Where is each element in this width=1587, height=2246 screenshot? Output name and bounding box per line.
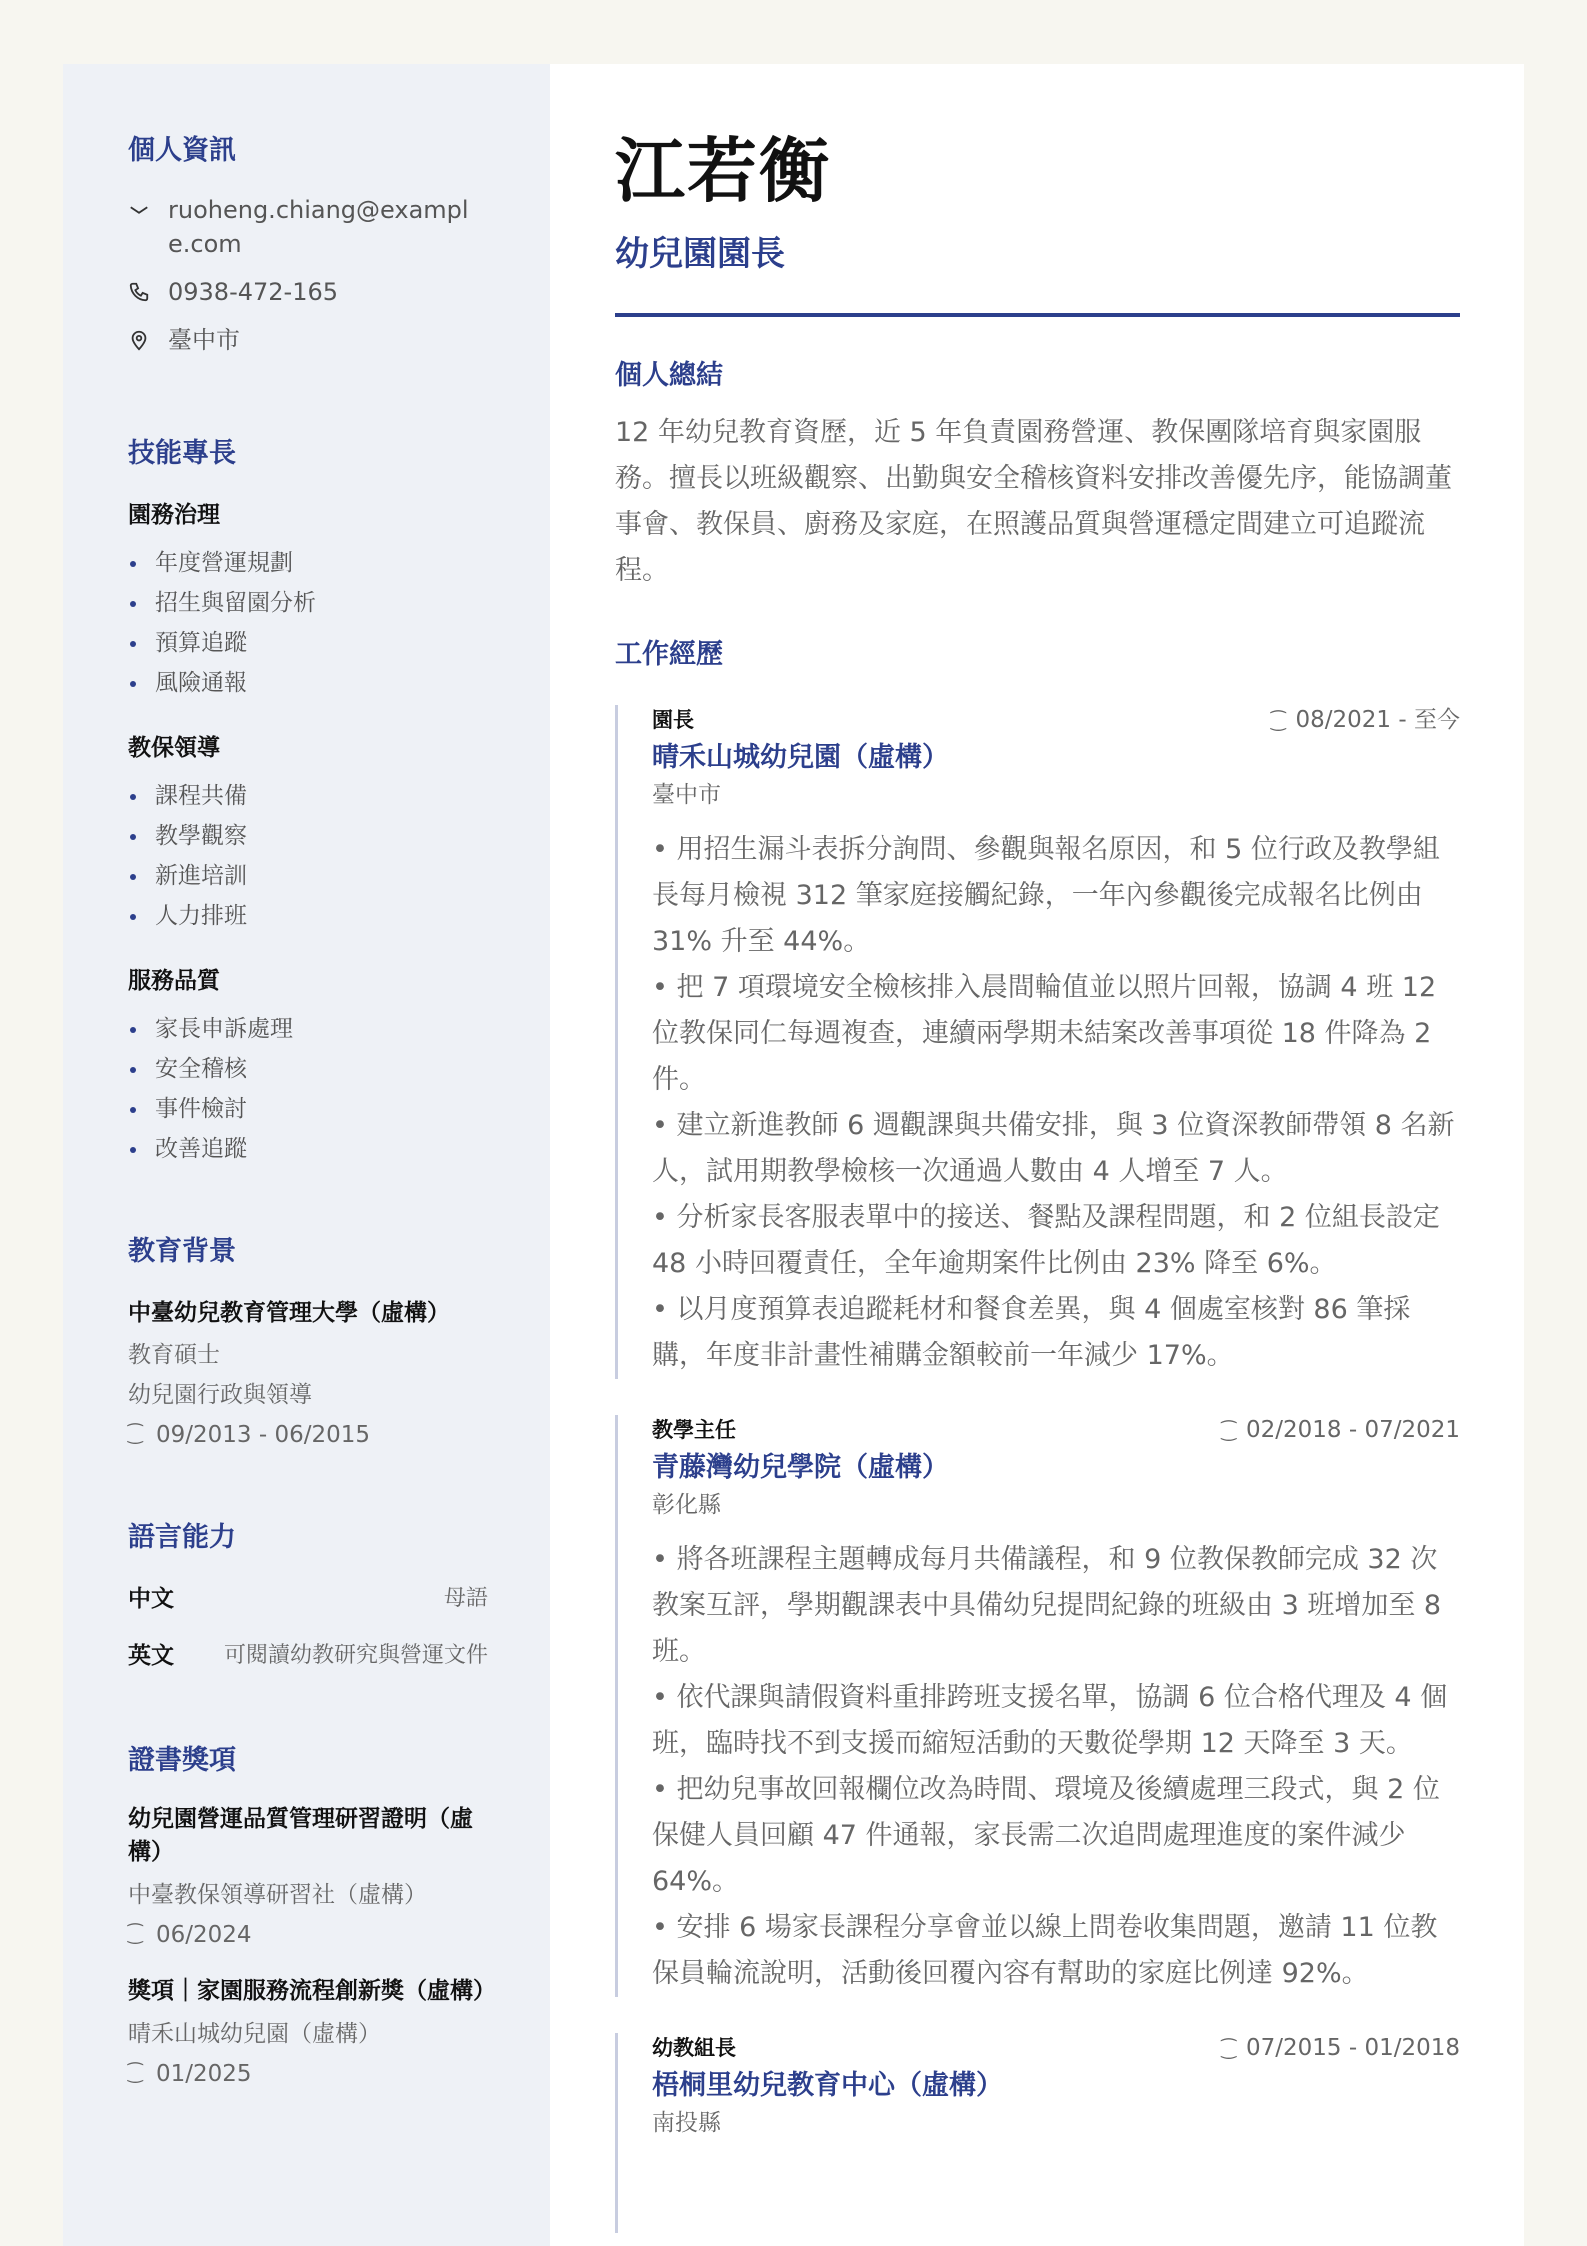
main-content — [550, 64, 1524, 2246]
job-dates: 07/2015 - 01/2018 — [1245, 2035, 1460, 2061]
job-bullet: • 用招生漏斗表拆分詢問、參觀與報名原因，和 5 位行政及教學組長每月檢視 312 筆家庭接觸紀錄，一年內參觀後完成報名比例由 31% 升至 44%。 — [652, 834, 1440, 957]
skill-item: 家長申訴處理 — [128, 1009, 488, 1049]
cert-heading: 證書獎項 — [128, 1745, 236, 1776]
job-organization: 梧桐里幼兒教育中心（虛構） — [652, 2070, 1003, 2101]
job-role: 園長 — [652, 708, 694, 732]
job-organization: 晴禾山城幼兒園（虛構） — [652, 742, 949, 773]
education-major: 幼兒園行政與領導 — [128, 1382, 312, 1408]
language-heading: 語言能力 — [128, 1522, 236, 1553]
mail-icon — [128, 193, 168, 227]
job-dates: 08/2021 - 至今 — [1295, 707, 1460, 733]
resume-page — [63, 64, 1524, 2246]
job-bullet: • 將各班課程主題轉成每月共備議程，和 9 位教保教師完成 32 次教案互評，學期觀課表中具備幼兒提問紀錄的班級由 3 班增加至 8 班。 — [652, 1544, 1442, 1667]
skill-item: 招生與留園分析 — [128, 583, 488, 623]
cert-item — [128, 1975, 496, 2094]
language-name: 中文 — [128, 1586, 174, 1612]
language-row — [128, 1637, 488, 1670]
skill-item: 改善追蹤 — [128, 1129, 488, 1169]
job-entry — [615, 1415, 1460, 1997]
job-bullet: • 把 7 項環境安全檢核排入晨間輪值並以照片回報，協調 4 班 12 位教保同仁每週複查，連續兩學期未結案改善事項從 18 件降為 2 件。 — [652, 972, 1437, 1095]
skills-heading: 技能專長 — [128, 438, 236, 469]
person-name: 江若衡 — [615, 130, 831, 212]
skill-group — [128, 496, 488, 703]
calendar-icon: ⁐ — [1221, 2039, 1236, 2060]
person-title: 幼兒園園長 — [615, 234, 785, 274]
skill-item: 安全稽核 — [128, 1049, 488, 1089]
calendar-icon: ⁐ — [128, 1424, 143, 1445]
job-date-row — [1271, 705, 1460, 737]
job-role: 幼教組長 — [652, 2036, 736, 2060]
skill-group-title: 園務治理 — [128, 502, 220, 528]
cert-name: 獎項｜家園服務流程創新獎（虛構） — [128, 1978, 496, 2004]
job-bullet: • 安排 6 場家長課程分享會並以線上問卷收集問題，邀請 11 位教保員輪流說明，活動後回覆內容有幫助的家庭比例達 92%。 — [652, 1912, 1438, 1989]
job-entry — [615, 2033, 1460, 2233]
job-organization: 青藤灣幼兒學院（虛構） — [652, 1452, 949, 1483]
calendar-icon: ⁐ — [1221, 1421, 1236, 1442]
skill-item: 年度營運規劃 — [128, 543, 488, 583]
phone-row — [128, 275, 488, 309]
cert-name: 幼兒園營運品質管理研習證明（虛構） — [128, 1806, 473, 1865]
job-role: 教學主任 — [652, 1418, 736, 1442]
job-bullet: • 分析家長客服表單中的接送、餐點及課程問題，和 2 位組長設定 48 小時回覆責任，全年逾期案件比例由 23% 降至 6%。 — [652, 1202, 1440, 1279]
skill-item: 事件檢討 — [128, 1089, 488, 1129]
location-row — [128, 323, 488, 357]
job-bullet: • 以月度預算表追蹤耗材和餐食差異，與 4 個處室核對 86 筆採購，年度非計畫性補購金額較前一年減少 17%。 — [652, 1294, 1411, 1371]
summary-heading: 個人總結 — [615, 360, 723, 391]
skill-group — [128, 962, 488, 1169]
cert-issuer: 晴禾山城幼兒園（虛構） — [128, 2021, 381, 2047]
email-row — [128, 193, 488, 261]
job-date-row — [1222, 2033, 1461, 2065]
work-heading: 工作經歷 — [615, 639, 723, 670]
job-bullet: • 依代課與請假資料重排跨班支援名單，協調 6 位合格代理及 4 個班，臨時找不到支援而縮短活動的天數從學期 12 天降至 3 天。 — [652, 1682, 1448, 1759]
cert-date: 01/2025 — [156, 2061, 252, 2087]
location-pin-icon — [128, 323, 168, 357]
header-divider — [615, 313, 1460, 317]
job-dates: 02/2018 - 07/2021 — [1245, 1417, 1460, 1443]
cert-issuer: 中臺教保領導研習社（虛構） — [128, 1882, 427, 1908]
job-location: 彰化縣 — [652, 1492, 721, 1518]
job-bullet: • 建立新進教師 6 週觀課與共備安排，與 3 位資深教師帶領 8 名新人，試用期教學檢核一次通過人數由 4 人增至 7 人。 — [652, 1110, 1455, 1187]
job-date-row — [1222, 1415, 1461, 1447]
education-school: 中臺幼兒教育管理大學（虛構） — [128, 1300, 450, 1326]
skill-item: 新進培訓 — [128, 856, 488, 896]
language-level: 母語 — [443, 1586, 488, 1611]
calendar-icon: ⁐ — [128, 1924, 143, 1945]
cert-date-row — [128, 2054, 488, 2094]
cert-date: 06/2024 — [156, 1922, 252, 1948]
phone-icon — [128, 275, 168, 309]
personal-heading: 個人資訊 — [128, 135, 236, 166]
skill-item: 教學觀察 — [128, 816, 488, 856]
job-entry — [615, 705, 1460, 1379]
skill-group — [128, 729, 488, 936]
skill-item: 課程共備 — [128, 776, 488, 816]
location-text: 臺中市 — [168, 326, 240, 354]
calendar-icon: ⁐ — [1271, 711, 1286, 732]
phone-text: 0938-472-165 — [168, 278, 339, 306]
calendar-icon: ⁐ — [128, 2063, 143, 2084]
skill-item: 風險通報 — [128, 663, 488, 703]
skill-group-title: 服務品質 — [128, 968, 220, 994]
education-heading: 教育背景 — [128, 1236, 236, 1267]
language-row — [128, 1580, 488, 1613]
education-dates-row — [128, 1415, 488, 1455]
language-level: 可閱讀幼教研究與營運文件 — [223, 1643, 488, 1668]
language-name: 英文 — [128, 1643, 174, 1669]
skill-item: 人力排班 — [128, 896, 488, 936]
education-dates: 09/2013 - 06/2015 — [156, 1422, 371, 1448]
sidebar — [63, 64, 550, 2246]
cert-item — [128, 1803, 488, 1955]
job-location: 臺中市 — [652, 782, 721, 808]
job-bullet: • 把幼兒事故回報欄位改為時間、環境及後續處理三段式，與 2 位保健人員回顧 47 件通報，家長需二次追問處理進度的案件減少 64%。 — [652, 1774, 1440, 1897]
skill-item: 預算追蹤 — [128, 623, 488, 663]
skill-group-title: 教保領導 — [128, 735, 220, 761]
email-text[interactable]: ruoheng.chiang@example.com — [168, 196, 469, 258]
summary-text: 12 年幼兒教育資歷，近 5 年負責園務營運、教保團隊培育與家園服務。擅長以班級觀察、出勤與安全稽核資料安排改善優先序，能協調董事會、教保員、廚務及家庭，在照護品質與營運穩定間建立可追蹤流程。 — [615, 417, 1452, 586]
education-degree: 教育碩士 — [128, 1342, 220, 1368]
job-location: 南投縣 — [652, 2110, 721, 2136]
cert-date-row — [128, 1915, 488, 1955]
